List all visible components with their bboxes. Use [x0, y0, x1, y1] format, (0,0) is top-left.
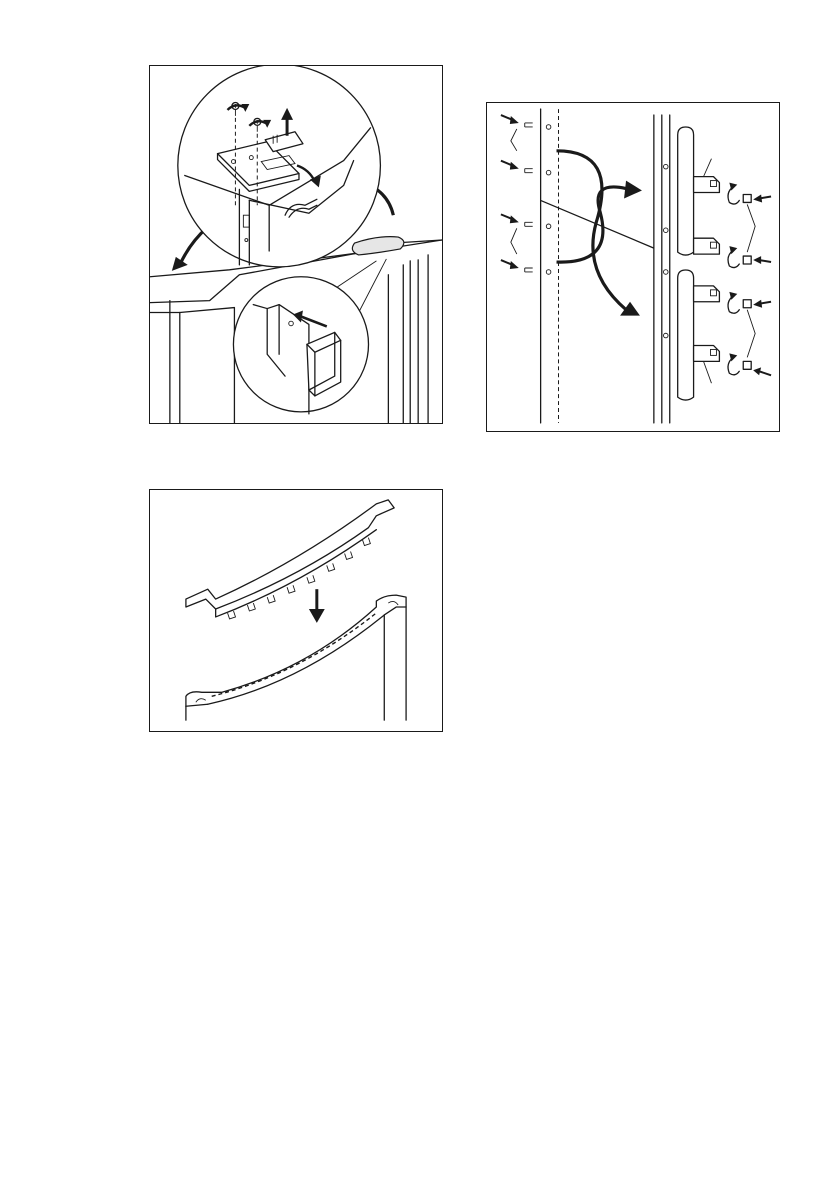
screw-icon [525, 123, 533, 127]
door-top-cover-drawing [150, 490, 442, 731]
crossing-arrow-icon [557, 151, 642, 316]
handle-transfer-figure [486, 102, 780, 432]
hole-icon [663, 270, 668, 275]
hinge-removal-drawing [150, 66, 442, 423]
down-arrow-icon [309, 589, 325, 623]
hole-icon [663, 228, 668, 233]
hinge-removal-figure [149, 65, 443, 424]
hinge-cover-icon [352, 237, 403, 255]
hole-icon [663, 164, 668, 169]
hole-icon [546, 125, 551, 130]
hole-icon [546, 224, 551, 229]
magnified-cover-detail [233, 259, 386, 414]
hole-icon [546, 270, 551, 275]
cap-icon [743, 194, 751, 369]
door-top-cover-figure [149, 489, 443, 732]
magnified-hinge-detail [178, 66, 381, 267]
door-top-icon [186, 595, 406, 720]
right-caps [728, 183, 771, 376]
door-left-panel [541, 109, 559, 423]
screw-icon [525, 169, 533, 173]
left-screws [501, 115, 533, 272]
screw-icon [525, 268, 533, 272]
handle-icon [678, 127, 720, 400]
screw-icon [525, 222, 533, 226]
hole-icon [663, 333, 668, 338]
handle-transfer-drawing [487, 103, 779, 431]
cover-strip-icon [186, 500, 394, 619]
hole-icon [546, 170, 551, 175]
door-right-panel [654, 115, 670, 423]
